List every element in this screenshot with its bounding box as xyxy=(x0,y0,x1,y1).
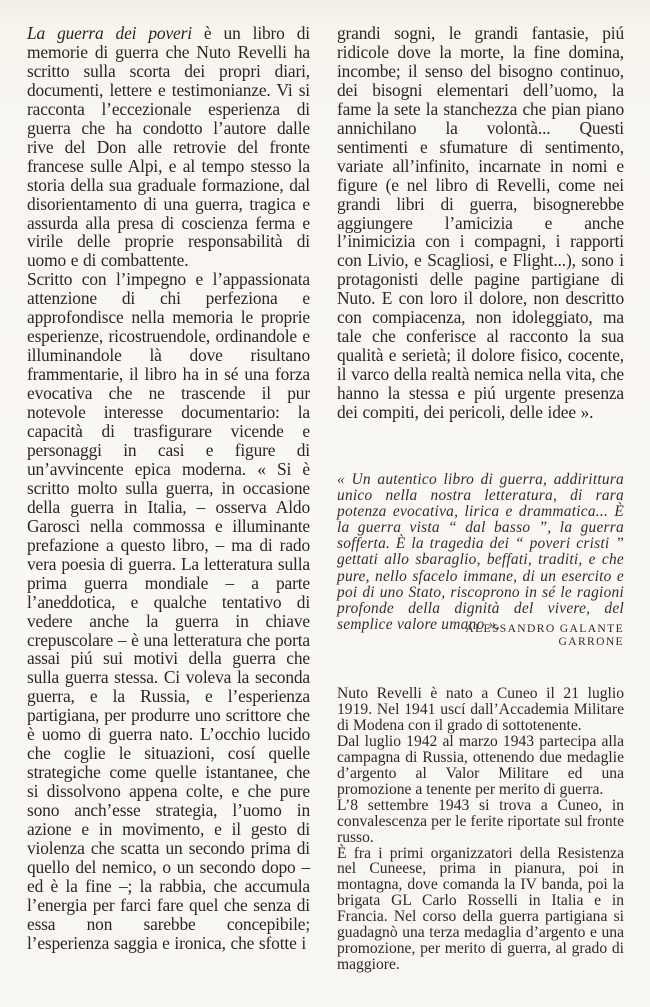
blurb-quote xyxy=(337,472,624,633)
quote-text: « Un autentico libro di guerra, addirittura unico nella nostra letteratura, di rara potenza evocativa, lirica e drammatica... È la guerra vista “ dal basso ”, la guerra sofferta. È la tragedia dei “ poveri cristi ” gettati allo sbaraglio, beffati, traditi, e che pure, nello sfacelo immane, di un esercito e poi di uno Stato, riscoprono in sé le ragioni profonde della dignità del vivere, del semplice valore umano ». xyxy=(337,471,624,633)
bio-paragraph: Nuto Revelli è nato a Cuneo il 21 luglio 1919. Nel 1941 uscí dall’Accademia Militare di Modena con il grado di sottotenente. xyxy=(337,685,624,734)
bio-paragraph: Dal luglio 1942 al marzo 1943 partecipa alla campagna di Russia, ottenendo due medaglie d’argento al Valor Militare ed una promozione a tenente per merito di guerra. xyxy=(337,732,624,798)
right-column xyxy=(337,24,624,422)
bio-paragraph: L’8 settembre 1943 si trova a Cuneo, in convalescenza per le ferite riportate sul fronte russo. xyxy=(337,796,624,846)
review-continuation: grandi sogni, le grandi fantasie, piú ridicole dove la morte, la fine domina, incombe; il senso del bisogno continuo, dei bisogni elementari dell’uomo, la fame la sete la stanchezza che pian piano annichilano la volontà... Questi sentimenti e sfumature di sentimento, variate all’infinito, incarnate in nomi e figure (e nel libro di Revelli, come nei grandi libri di guerra, bisognerebbe aggiungere l’amicizia e anche l’inimicizia con i compagni, i rapporti con Livio, e Scagliosi, e Flight...), sono i protagonisti delle pagine partigiane di Nuto. E con loro il dolore, non descritto con compiacenza, non idoleggiato, ma tale che conferisce al racconto la sua qualità e serietà; il dolore fisico, cocente, il varco della realtà nemica nella vita, che hanno la stessa e piú urgente presenza dei compiti, dei pericoli, delle idee ». xyxy=(337,23,624,423)
book-title: La guerra dei poveri xyxy=(27,23,192,43)
intro-text: è un libro di memorie di guerra che Nuto Revelli ha scritto sulla scorta dei propri diari, documenti, lettere e testimonianze. Vi si racconta l’eccezionale esperienza di guerra che ha condotto l’autore dalle rive del Don alle retrovie del fronte francese sulle Alpi, e al tempo stesso la storia della sua graduale formazione, dal disorientamento di una guerra, tragica e assurda alla presa di coscienza ferma e virile delle proprie responsabilità di uomo e di combattente. xyxy=(27,23,310,271)
bio-paragraph: È fra i primi organizzatori della Resistenza nel Cuneese, prima in pianura, poi in montagna, dove comanda la IV banda, poi la brigata GL Carlo Rosselli in Italia e in Francia. Nel corso della guerra partigiana si guadagnò una terza medaglia d’argento e una promozione, per merito di guerra, al grado di maggiore. xyxy=(337,844,624,974)
left-column xyxy=(27,24,310,953)
intro-paragraph xyxy=(27,24,310,270)
review-paragraph: Scritto con l’impegno e l’appassionata attenzione di chi perfeziona e approfondisce nella memoria le proprie esperienze, ricostruendole, ordinandole e illuminandole là dove risultano frammentarie, il libro ha in sé una forza evocativa che ne trascende il pur notevole interesse documentario: la capacità di trasfigurare vicende e personaggi in casi e figure di un’avvincente epica moderna. « Si è scritto molto sulla guerra, in occasione della guerra in Italia, – osserva Aldo Garosci nella commossa e illuminante prefazione a questo libro, – ma di rado vera poesia di guerra. La letteratura sulla prima guerra mondiale – a parte l’aneddotica, e qualche tentativo di vedere anche la guerra in chiave crepuscolare – è una letteratura che porta assai piú sui motivi della guerra che sulla guerra stessa. Ci voleva la seconda guerra, e la Russia, e l’esperienza partigiana, per produrre uno scrittore che è uomo di guerra nato. L’occhio lucido che coglie le situazioni, cosí quelle strategiche come quelle istantanee, che si dissolvono appena colte, e che pure sono anch’esse strategia, l’uomo in azione e in movimento, e il gesto di violenza che scatta un secondo prima di quello del nemico, o un secondo dopo – ed è la fine –; la rabbia, che accumula l’energia per farci fare quel che senza di essa non sarebbe concepibile; l’esperienza saggia e ironica, che sfotte i xyxy=(27,269,310,953)
author-biography xyxy=(337,686,624,973)
quote-attribution: ALESSANDRO GALANTE GARRONE xyxy=(465,622,624,648)
